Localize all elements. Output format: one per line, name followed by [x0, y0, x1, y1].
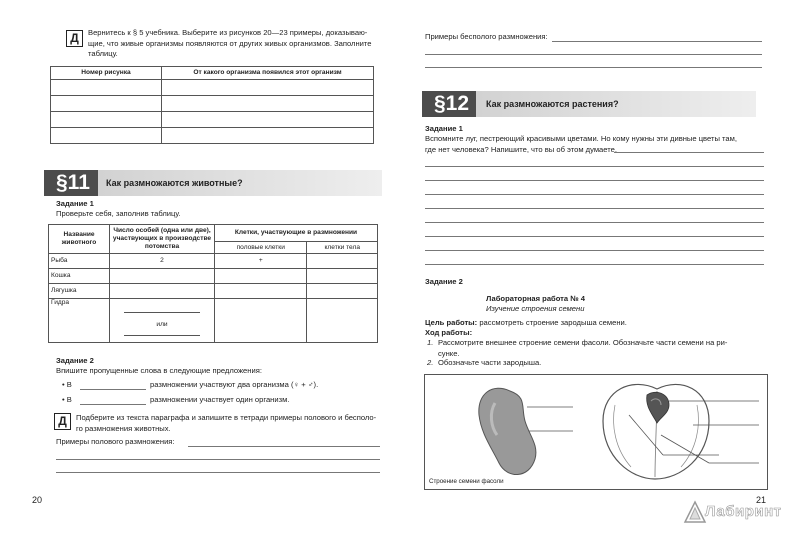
- col-body-cells: клетки тела: [307, 242, 378, 254]
- lab-title: Лабораторная работа № 4: [486, 294, 586, 303]
- goal: Цель работы: рассмотреть строение зародыша семени.: [425, 318, 627, 327]
- lab-subtitle: Изучение строения семени: [486, 304, 585, 313]
- task2-title: Задание 2: [56, 356, 94, 365]
- blank-line[interactable]: [80, 389, 146, 390]
- section-title: Как размножаются животные?: [106, 178, 243, 188]
- table-cell[interactable]: [110, 284, 215, 299]
- answer-line[interactable]: [425, 222, 764, 223]
- table-cell[interactable]: [162, 112, 374, 128]
- bullet-2-suffix: размножении участвует один организм.: [150, 395, 290, 404]
- task1-text: Проверьте себя, заполнив таблицу.: [56, 209, 181, 218]
- extra-text: Подберите из текста параграфа и запишите в тетради примеры полового и бесполо- го размножения животных.: [76, 413, 377, 433]
- page-number: 21: [756, 495, 767, 505]
- table-cell[interactable]: [307, 254, 378, 269]
- row-label-hydra: Гидра: [49, 299, 110, 343]
- table-cell[interactable]: [51, 112, 162, 128]
- task1-text: Вспомните луг, пестреющий красивыми цветами. Но кому нужны эти дивные цветы там, где нет человека? Напишите, что вы об этом думаете.: [425, 134, 737, 154]
- table-cell[interactable]: [51, 80, 162, 96]
- table-cell[interactable]: [215, 299, 307, 343]
- answer-line[interactable]: [425, 208, 764, 209]
- answer-line[interactable]: [552, 41, 762, 42]
- table-cell[interactable]: [307, 284, 378, 299]
- answer-line[interactable]: [425, 250, 764, 251]
- table-cell[interactable]: [51, 128, 162, 144]
- table-cell[interactable]: [162, 96, 374, 112]
- answer-line[interactable]: [425, 54, 762, 55]
- col-sex-cells: половые клетки: [215, 242, 307, 254]
- col-animal-name: Название животного: [49, 225, 110, 254]
- table-cell[interactable]: [215, 269, 307, 284]
- table-cell[interactable]: [162, 80, 374, 96]
- animals-table: [48, 224, 378, 343]
- task1-title: Задание 1: [425, 124, 463, 133]
- bullet-2-prefix: • В: [62, 395, 72, 404]
- hydra-count-cell[interactable]: [110, 299, 215, 343]
- fish-count: 2: [110, 254, 215, 269]
- answer-line[interactable]: [425, 194, 764, 195]
- step1-num: 1.: [427, 338, 434, 347]
- bean-seed-illustration: [425, 375, 767, 489]
- step1-text: Рассмотрите внешнее строение семени фасоли. Обозначьте части семени на ри- сунке.: [438, 338, 728, 358]
- process-label: Ход работы:: [425, 328, 473, 337]
- organism-table: [50, 66, 374, 144]
- task1-title: Задание 1: [56, 199, 94, 208]
- row-label-cat: Кошка: [49, 269, 110, 284]
- answer-line[interactable]: [425, 166, 764, 167]
- row-label-fish: Рыба: [49, 254, 110, 269]
- watermark-text: Лабиринт: [705, 503, 782, 520]
- answer-line[interactable]: [614, 152, 764, 153]
- intro-text: Вернитесь к § 5 учебника. Выберите из рисунков 20—23 примеры, доказываю- щие, что живые организмы появляются от других живых организмов. Заполните таблицу.: [88, 28, 372, 58]
- answer-line[interactable]: [188, 446, 380, 447]
- header-figure-number: Номер рисунка: [51, 67, 162, 80]
- section-number: §12: [422, 91, 476, 117]
- table-cell[interactable]: [307, 299, 378, 343]
- bullet-1-prefix: • В: [62, 380, 72, 389]
- row-label-frog: Лягушка: [49, 284, 110, 299]
- page-number: 20: [32, 495, 43, 505]
- step2-num: 2.: [427, 358, 434, 367]
- sexual-examples-label: Примеры полового размножения:: [56, 437, 175, 446]
- answer-line[interactable]: [425, 180, 764, 181]
- section-number: §11: [44, 170, 98, 196]
- step2-text: Обозначьте части зародыша.: [438, 358, 542, 367]
- col-count: Число особей (одна или две), участвующих в производстве потомства: [110, 225, 215, 254]
- answer-line[interactable]: [425, 264, 764, 265]
- header-parent-organism: От какого организма появился этот организм: [162, 67, 374, 80]
- d-task-icon: Д: [54, 413, 71, 430]
- task2-text: Впишите пропущенные слова в следующие предложения:: [56, 366, 262, 375]
- bullet-1-suffix: размножении участвуют два организма (♀ + ♂).: [150, 380, 319, 389]
- table-cell[interactable]: [307, 269, 378, 284]
- seed-figure: [424, 374, 768, 490]
- fish-sex-cells: +: [215, 254, 307, 269]
- answer-line[interactable]: [56, 459, 380, 460]
- answer-line[interactable]: [56, 472, 380, 473]
- figure-caption: Строение семени фасоли: [429, 478, 504, 485]
- labirint-watermark: [683, 500, 793, 524]
- d-task-icon: Д: [66, 30, 83, 47]
- section-title: Как размножаются растения?: [486, 99, 619, 109]
- table-cell[interactable]: [215, 284, 307, 299]
- asexual-examples-label: Примеры бесполого размножения:: [425, 32, 548, 41]
- blank-line[interactable]: [80, 404, 146, 405]
- answer-line[interactable]: [425, 236, 764, 237]
- table-cell[interactable]: [110, 269, 215, 284]
- labirint-logo-icon: [683, 500, 707, 524]
- col-cells: Клетки, участвующие в размножении: [215, 225, 378, 242]
- right-page: [400, 0, 800, 533]
- table-cell[interactable]: [51, 96, 162, 112]
- table-cell[interactable]: [162, 128, 374, 144]
- answer-line[interactable]: [425, 67, 762, 68]
- hydra-or: или: [156, 320, 168, 328]
- task2-title: Задание 2: [425, 277, 463, 286]
